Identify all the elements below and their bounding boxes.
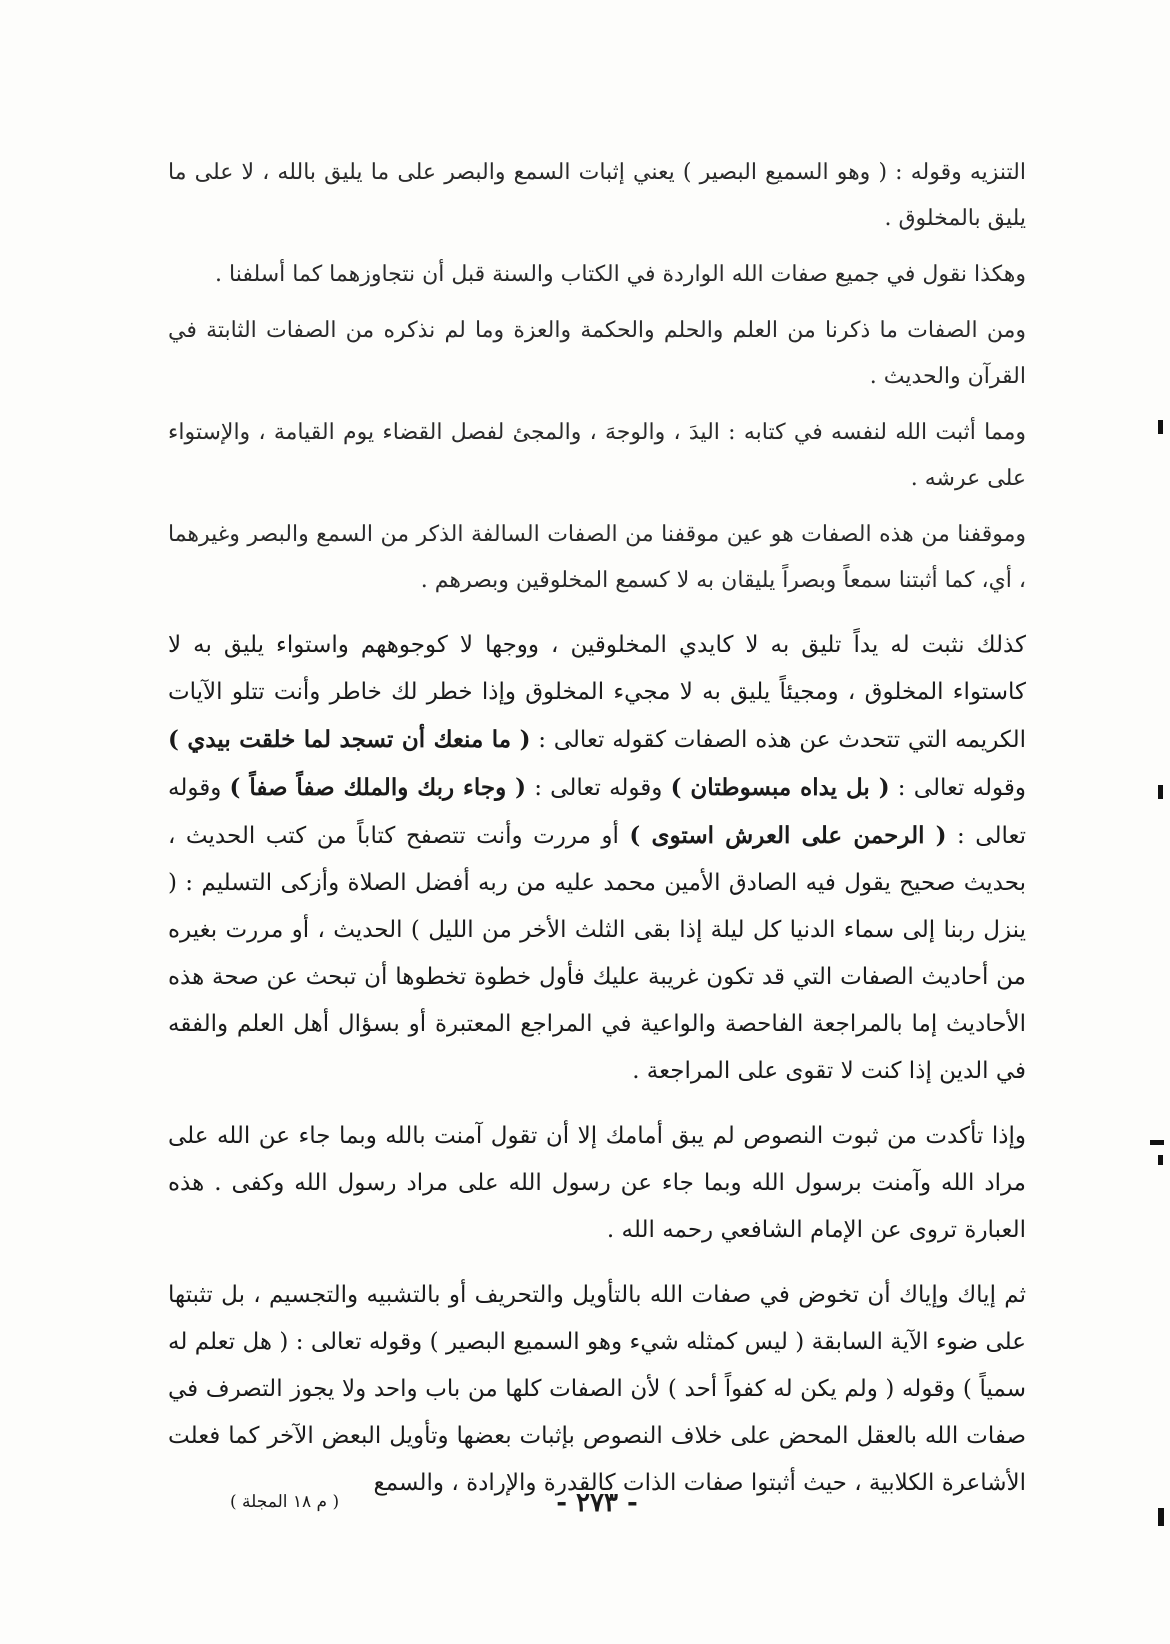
- paragraph-6-text-3: وقوله تعالى :: [525, 775, 671, 801]
- paragraph-6: [168, 622, 1026, 1095]
- paragraph-1: التنزيه وقوله : ( وهو السميع البصير ) يعني إثبات السمع والبصر على ما يليق بالله ، لا على ما يليق بالمخلوق .: [168, 160, 1026, 231]
- body-text: [168, 150, 1026, 1507]
- paragraph-5: وموقفنا من هذه الصفات هو عين موقفنا من الصفات السالفة الذكر من السمع والبصر وغيرهما ، أي، كما أثبتنا سمعاً وبصراً يليقان به لا كسمع المخلوقين وبصرهم .: [168, 522, 1026, 593]
- paragraph-4: ومما أثبت الله لنفسه في كتابه : اليدَ ، والوجهَ ، والمجئ لفصل القضاء يوم القيامة ، والإستواء على عرشه .: [168, 420, 1026, 491]
- paragraph-6-text-1: كذلك نثبت له يداً تليق به لا كايدي المخلوقين ، ووجها لا كوجوههم واستواء يليق به لا كاستواء المخلوق ، ومجيئاً يليق به لا مجيء المخلوق وإذا خطر لك خاطر وأنت تتلو الآيات الكريمه التي تتحدث عن هذه الصفات كقوله تعالى :: [168, 632, 1026, 753]
- paragraph-2: وهكذا نقول في جميع صفات الله الواردة في الكتاب والسنة قبل أن نتجاوزهما كما أسلفنا .: [215, 262, 1026, 287]
- page-number: - ٢٧٣ -: [556, 1488, 638, 1518]
- page-footer: [168, 1488, 1026, 1528]
- scan-edge-mark: [1158, 785, 1163, 799]
- quran-quote-4: ( الرحمن على العرش استوى ): [629, 822, 947, 849]
- journal-reference: ( م ١٨ المجلة ): [230, 1492, 340, 1512]
- quran-quote-3: ( وجاء ربك والملك صفاً صفاً ): [229, 774, 526, 801]
- paragraph-3: ومن الصفات ما ذكرنا من العلم والحلم والحكمة والعزة وما لم نذكره من الصفات الثابتة في القرآن والحديث .: [168, 318, 1026, 389]
- quran-quote-2: ( بل يداه مبسوطتان ): [670, 774, 890, 801]
- paragraph-6-text-4: وقوله تعالى :: [168, 775, 1026, 849]
- scan-edge-mark: [1150, 1140, 1164, 1145]
- scan-edge-mark: [1158, 1155, 1163, 1165]
- scan-edge-mark: [1158, 1508, 1164, 1526]
- paragraph-8: ثم إياك وإياك أن تخوض في صفات الله بالتأويل والتحريف أو بالتشبيه والتجسيم ، بل تثبتها على ضوء الآية السابقة ( ليس كمثله شيء وهو السميع البصير ) وقوله تعالى : ( هل تعلم له سمياً ) وقوله ( ولم يكن له كفواً أحد ) لأن الصفات كلها من باب واحد ولا يجوز التصرف في صفات الله بالعقل المحض على خلاف النصوص بإثبات بعضها وتأويل البعض الآخر كما فعلت الأشاعرة الكلابية ، حيث أثبتوا صفات الذات كالقدرة والإرادة ، والسمع: [168, 1282, 1026, 1496]
- scan-edge-mark: [1158, 420, 1163, 434]
- quran-quote-1: ( ما منعك أن تسجد لما خلقت بيدي ): [168, 726, 531, 753]
- paragraph-6-text-5: أو مررت وأنت تتصفح كتاباً من كتب الحديث ، بحديث صحيح يقول فيه الصادق الأمين محمد عليه من ربه أفضل الصلاة وأزكى التسليم : ( ينزل ربنا إلى سماء الدنيا كل ليلة إذا بقى الثلث الأخر من الليل ) الحديث ، أو مررت بغيره من أحاديث الصفات التي قد تكون غريبة عليك فأول خطوة تخطوها أن تبحث عن صحة هذه الأحاديث إما بالمراجعة الفاحصة والواعية في المراجع المعتبرة أو بسؤال أهل العلم والفقه في الدين إذا كنت لا تقوى على المراجعة .: [168, 823, 1026, 1084]
- paragraph-6-text-2: وقوله تعالى :: [889, 775, 1027, 801]
- paragraph-7: وإذا تأكدت من ثبوت النصوص لم يبق أمامك إلا أن تقول آمنت بالله وبما جاء عن الله على مراد الله وآمنت برسول الله وبما جاء عن رسول الله على مراد رسول الله وكفى . هذه العبارة تروى عن الإمام الشافعي رحمه الله .: [168, 1123, 1026, 1243]
